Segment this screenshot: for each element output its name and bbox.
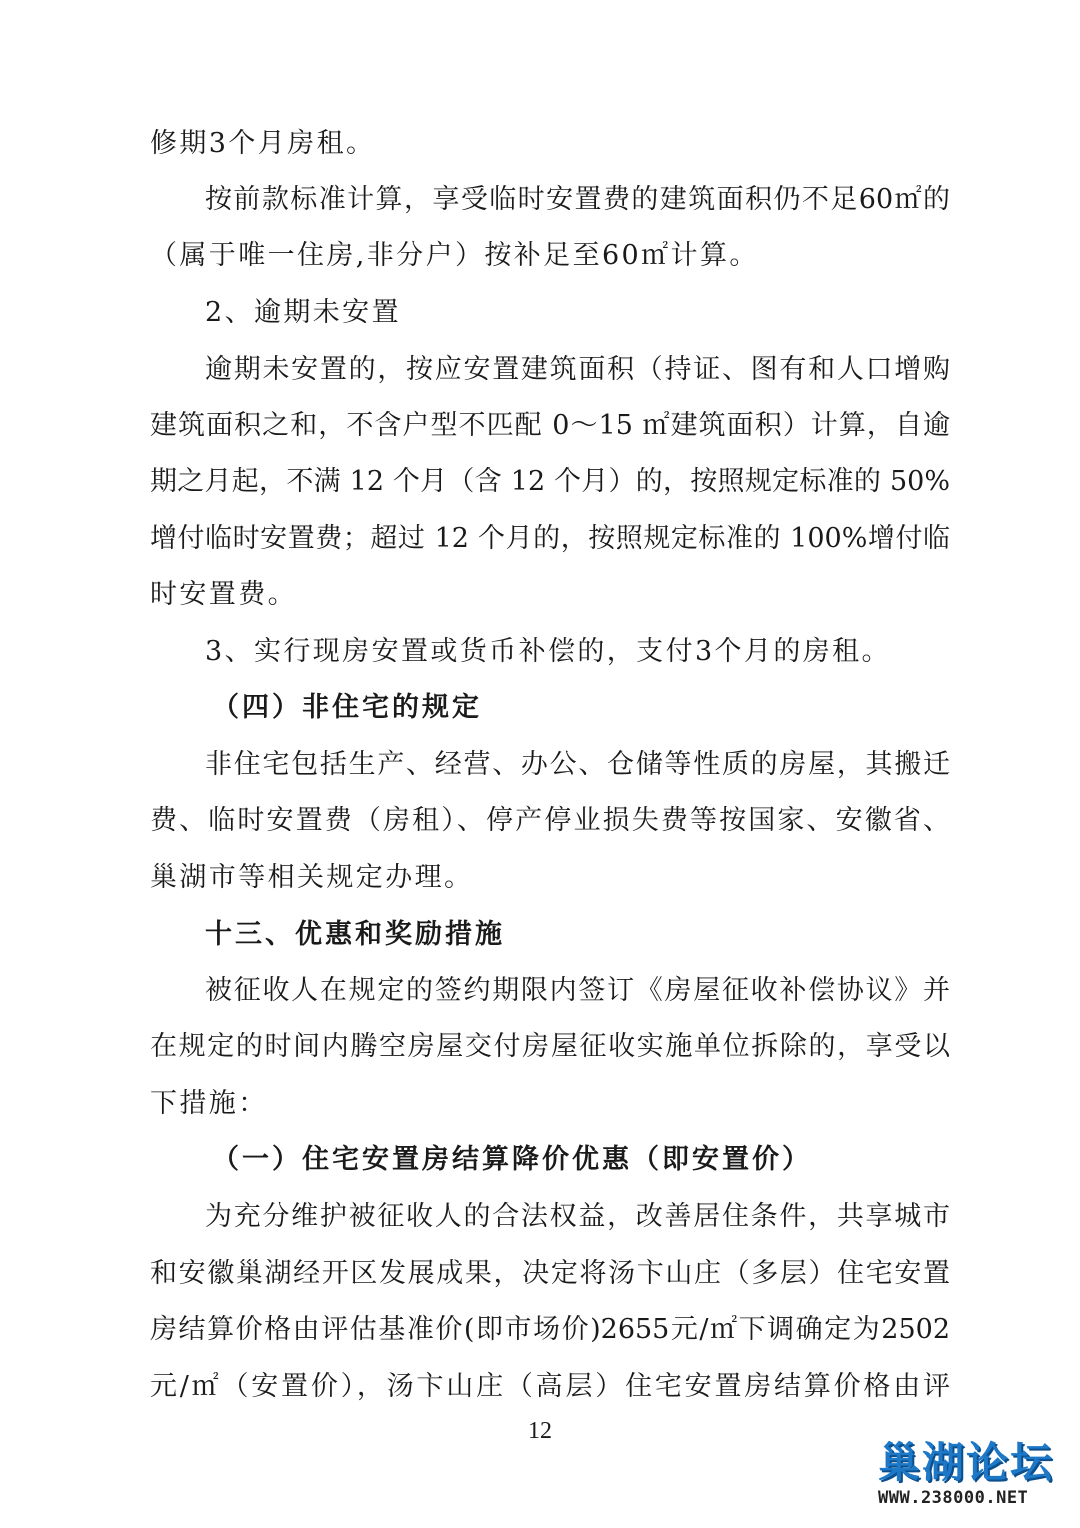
text-line: 增付临时安置费；超过 12 个月的，按照规定标准的 100%增付临: [150, 523, 950, 554]
text-line: 时安置费。: [150, 579, 297, 610]
text-line: （属于唯一住房,非分户）按补足至60㎡计算。: [150, 240, 759, 271]
text-line: 期之月起，不满 12 个月（含 12 个月）的，按照规定标准的 50%: [150, 466, 950, 497]
text-line: 3、实行现房安置或货币补偿的，支付3个月的房租。: [205, 636, 891, 667]
text-line: 房结算价格由评估基准价(即市场价)2655元/㎡下调确定为2502: [150, 1314, 950, 1345]
text-line: 费、临时安置费（房租）、停产停业损失费等按国家、安徽省、: [150, 805, 950, 836]
section-heading: 十三、优惠和奖励措施: [205, 919, 505, 950]
page-number: 12: [528, 1418, 552, 1444]
section-heading: （四）非住宅的规定: [212, 692, 482, 723]
text-line: 修期3个月房租。: [150, 128, 376, 159]
watermark-url: WWW.238000.NET: [878, 1488, 1029, 1508]
section-heading: 2、逾期未安置: [205, 297, 401, 328]
text-line: 元/㎡（安置价），汤卞山庄（高层）住宅安置房结算价格由评: [150, 1371, 950, 1402]
watermark: [878, 1430, 1068, 1522]
text-line: 和安徽巢湖经开区发展成果，决定将汤卞山庄（多层）住宅安置: [150, 1258, 950, 1289]
text-line: 为充分维护被征收人的合法权益，改善居住条件，共享城市: [205, 1201, 950, 1232]
text-line: 在规定的时间内腾空房屋交付房屋征收实施单位拆除的，享受以: [150, 1031, 950, 1062]
text-line: 逾期未安置的，按应安置建筑面积（持证、图有和人口增购: [205, 354, 950, 385]
text-line: 建筑面积之和，不含户型不匹配 0～15 ㎡建筑面积）计算，自逾: [150, 410, 950, 441]
watermark-logo: 巢湖论坛: [878, 1438, 1055, 1487]
text-line: 被征收人在规定的签约期限内签订《房屋征收补偿协议》并: [205, 975, 950, 1006]
text-line: 按前款标准计算，享受临时安置费的建筑面积仍不足60㎡的: [205, 184, 950, 215]
text-line: 巢湖市等相关规定办理。: [150, 862, 474, 893]
text-line: 非住宅包括生产、经营、办公、仓储等性质的房屋，其搬迁: [205, 749, 950, 780]
section-heading: （一）住宅安置房结算降价优惠（即安置价）: [212, 1144, 812, 1175]
text-line: 下措施：: [150, 1088, 268, 1119]
